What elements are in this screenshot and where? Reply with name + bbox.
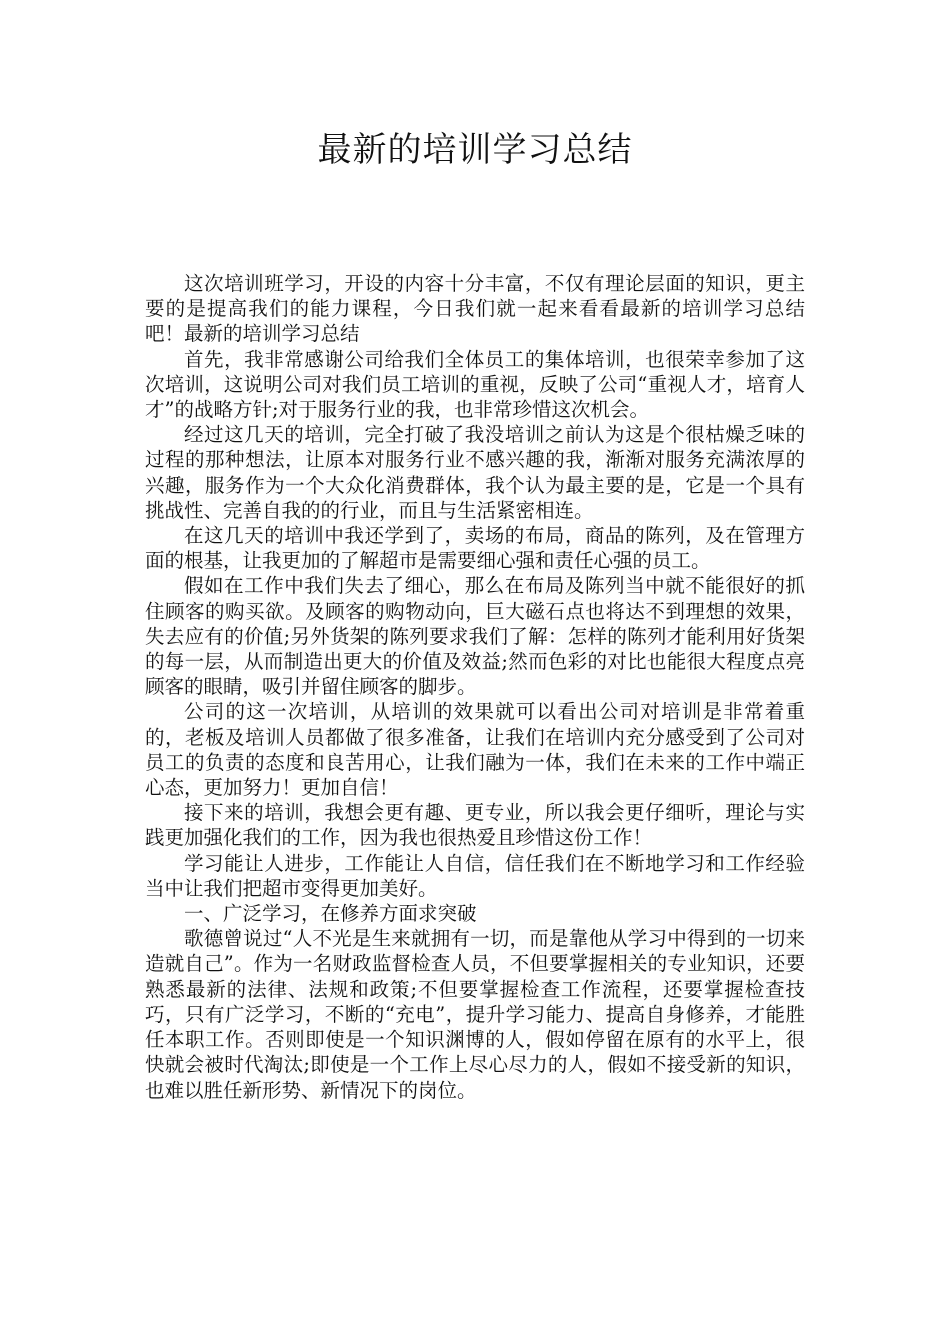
paragraph-goethe: 歌德曾说过“人不光是生来就拥有一切，而是靠他从学习中得到的一切来造就自己”。作为一名财政监督检查人员，不但要掌握相关的专业知识，还要熟悉最新的法律、法规和政策;不但要掌握检查工作流程，还要掌握检查技巧，只有广泛学习，不断的“充电”，提升学习能力、提高自身修养，才能胜任本职工作。否则即使是一个知识渊博的人，假如停留在原有的水平上，很快就会被时代淘汰;即使是一个工作上尽心尽力的人，假如不接受新的知识，也难以胜任新形势、新情况下的岗位。 (145, 927, 805, 1102)
paragraph-progress: 学习能让人进步，工作能让人自信，信任我们在不断地学习和工作经验当中让我们把超市变得更加美好。 (145, 851, 805, 900)
paragraph-next: 接下来的培训，我想会更有趣、更专业，所以我会更仔细听，理论与实践更加强化我们的工作，因为我也很热爱且珍惜这份工作！ (145, 801, 805, 850)
document-body (145, 271, 805, 1103)
paragraph-company: 公司的这一次培训，从培训的效果就可以看出公司对培训是非常着重的，老板及培训人员都做了很多准备，让我们在培训内充分感受到了公司对员工的负责的态度和良苦用心，让我们融为一体，我们在未来的工作中端正心态，更加努力！更加自信！ (145, 700, 805, 800)
paragraph-thanks: 首先，我非常感谢公司给我们全体员工的集体培训，也很荣幸参加了这次培训，这说明公司对我们员工培训的重视，反映了公司“重视人才，培育人才”的战略方针;对于服务行业的我，也非常珍惜这次机会。 (145, 347, 805, 422)
paragraph-experience: 经过这几天的培训，完全打破了我没培训之前认为这是个很枯燥乏味的过程的那种想法，让原本对服务行业不感兴趣的我，渐渐对服务充满浓厚的兴趣，服务作为一个大众化消费群体，我个认为最主要的是，它是一个具有挑战性、完善自我的的行业，而且与生活紧密相连。 (145, 423, 805, 522)
document-title: 最新的培训学习总结 (317, 130, 633, 170)
paragraph-learned: 在这几天的培训中我还学到了，卖场的布局，商品的陈列，及在管理方面的根基，让我更加的了解超市是需要细心强和责任心强的员工。 (145, 524, 805, 573)
paragraph-intro: 这次培训班学习，开设的内容十分丰富，不仅有理论层面的知识，更主要的是提高我们的能力课程，今日我们就一起来看看最新的培训学习总结吧！最新的培训学习总结 (145, 272, 805, 346)
section-heading: 一、广泛学习，在修养方面求突破 (184, 902, 477, 926)
paragraph-attention: 假如在工作中我们失去了细心，那么在布局及陈列当中就不能很好的抓住顾客的购买欲。及顾客的购物动向，巨大磁石点也将达不到理想的效果，失去应有的价值;另外货架的陈列要求我们了解：怎样的陈列才能利用好货架的每一层，从而制造出更大的价值及效益;然而色彩的对比也能很大程度点亮顾客的眼睛，吸引并留住顾客的脚步。 (145, 574, 805, 699)
